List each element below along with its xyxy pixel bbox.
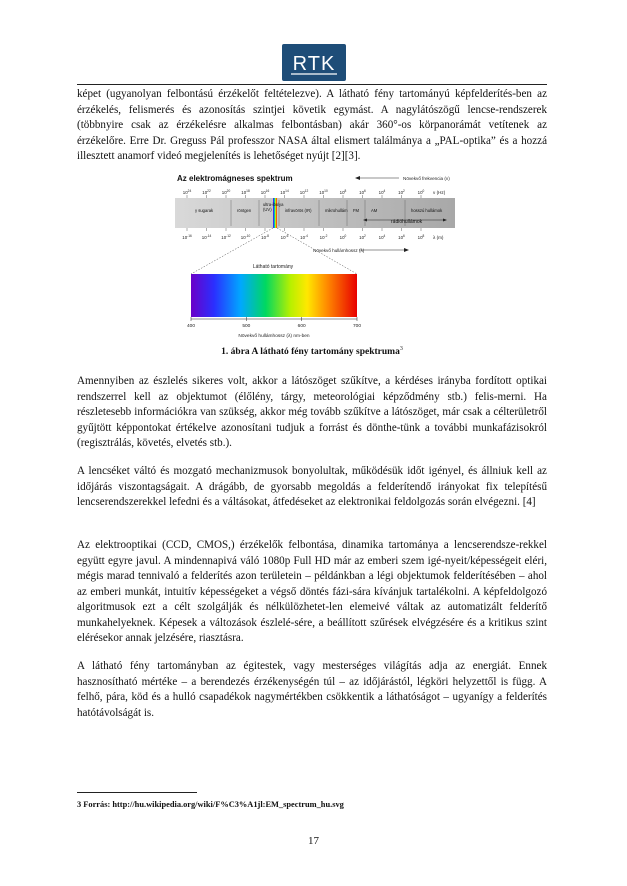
rtk-logo [282,44,346,81]
freq-tick-label: $10^4$ [378,189,386,195]
wave-unit: λ (m) [433,235,444,240]
wave-tick-label: $10^4$ [378,234,386,240]
logo-text: RTK [292,53,336,75]
nm-tick-label: 600 [297,324,306,329]
band-label: γ sugarak [195,208,214,213]
freq-tick-label: $10^{16}$ [260,189,270,195]
freq-tick-label: $10^{22}$ [202,189,211,195]
nm-tick-label: 500 [242,324,251,329]
nm-axis-label: Növekvő hullámhossz (λ) nm-ben [238,334,310,339]
freq-tick-label: $10^0$ [417,189,425,195]
page-number: 17 [308,835,319,847]
paragraph-4: Az elektrooptikai (CCD, CMOS,) érzékelők felbontása, dinamika tartománya a lencserendsze-rekkel együtt egyre javul. A mindennapivá váló 1080p Full HD már az emberi szem igé-nyeit/képességeit eléri, mégis marad tennivaló a felderítés azon területein – példánkban a légi objektumok felderítésében – ahol az emberi munkát, intuitív képességeket a végső döntés fázi-sára kívánjuk tartalékolni. A képfeldolgozó algoritmusok ezt a célt szolgálják és nélkülözhetet-len elemeivé váltak az automatizált felderítő munkahelyeknek. Képesek a változások észlelé-sére, a beállított szűrések elvégzésére és a kritikus szint elérésekor annak jelzésére, riasztásra. [77,539,547,644]
band-label: röntgen [237,208,252,213]
wave-tick-label: $10^{-8}$ [261,234,269,240]
wave-arrow-label: Növekvő hullámhossz (λ) [313,248,365,253]
nm-tick-label: 400 [186,324,196,329]
wave-tick-label: $10^8$ [417,234,425,240]
spectrum-figure [175,172,455,340]
figure-title: Az elektromágneses spektrum [177,174,293,183]
wave-tick-label: $10^6$ [398,234,405,240]
wave-tick-label: $10^{-6}$ [280,234,289,240]
freq-tick-label: $10^{20}$ [221,189,231,195]
paragraph-1: képet (ugyanolyan felbontású érzékelőt feltételezve). A látható fény tartományú képfelderítés-ben az érzékelés, felismerés és azonosítás szintjei követik egymást. A nagylátószögű lencse-rendszerek (többnyire csak az érzékelésre alkalmas felbontásban) akár 360°-os körpanorámát vetítenek az érzékelőre. Erre Dr. Greguss Pál professzor NASA által elismert találmánya a „PAL-optika” és a hozzá illesztett anamorf videó megjelenítés is lehetőséget nyújt [2][3]. [77,88,547,162]
band-label: ultra-ibolya (UV) [263,202,284,212]
nm-tick-label: 700 [352,324,362,329]
wave-tick-label: $10^{-16}$ [182,234,192,240]
wave-tick-label: $10^{-12}$ [221,234,231,240]
freq-tick-label: $10^{18}$ [241,189,250,195]
paragraph-3: A lencséket váltó és mozgató mechanizmusok bonyolultak, működésük időt igényel, és állniuk kell az időjárás viszontagságait. A drágább, de gyorsabb megoldás a felderítendő irányokat fix telepítésű lencserendszerekkel lefedni és a váltásokat, átfedéseket az elektronikai feldolgozás során elvégezni. [4] [77,465,547,508]
band-label: hosszú hullámok [411,208,443,213]
wave-tick-label: $10^{-2}$ [319,234,328,240]
paragraph-2: Amennyiben az észlelés sikeres volt, akkor a látószöget szűkítve, a kérdéses irányba fordított optikai rendszerrel kell az objektumot (élőlény, tárgy, meteorológiai képződmény stb.) felis-merni. Ha részletesebb információkra van szükség, akkor még tovább szűkítve a látószöget, már csak a célterületről gyűjtött képpontokat értékelve azonosítani tudjuk a forrást és dönthe-tünk a további munkafázisokról (regisztrálás, követés, elvetés stb.). [77,375,547,449]
freq-arrow-label: Növekvő frekvencia (ν) [403,176,450,181]
visible-range-label: Látható tartomány [252,264,294,270]
wave-tick-label: $10^{-10}$ [240,234,251,240]
freq-tick-label: $10^{24}$ [182,189,192,195]
band-label: AM [371,208,378,213]
freq-tick-label: $10^8$ [339,189,347,195]
freq-tick-label: $10^6$ [359,189,366,195]
band-label: FM [353,208,360,213]
freq-unit: ν (Hz) [433,190,446,195]
footnote: 3 Forrás: http://hu.wikipedia.org/wiki/F%C3%A1jl:EM_spectrum_hu.svg [77,800,344,809]
radio-waves-label: rádióhullámok [391,219,423,225]
freq-tick-label: $10^{10}$ [319,189,328,195]
header-rule [77,84,547,85]
paragraph-5: A látható fény tartományban az égitestek, vagy mesterséges világítás adja az energiát. Ennek hasznosítható mértéke – a berendezés érzékenységén túl – az időjárástól, légköri helyzettől is függ. A felhő, pára, köd és a hulló csapadékok nagymértékben csökkentik a láthatóságot – ugyanígy a felderítés hatótávolságát is. [77,660,547,719]
visible-spectrum-band [191,274,357,317]
freq-tick-label: $10^{14}$ [280,189,289,195]
caption-footnote-ref: 3 [399,346,403,352]
wave-tick-label: $10^{-14}$ [201,234,212,240]
band-label: infravörös (IR) [285,208,312,213]
freq-tick-label: $10^2$ [398,189,405,195]
freq-tick-label: $10^{12}$ [299,189,309,195]
footnote-rule [77,792,197,793]
band-label: mikrohullám [325,208,348,213]
caption-text: 1. ábra A látható fény tartomány spektruma [221,347,400,358]
wave-tick-label: $10^2$ [359,234,366,240]
figure-caption [77,346,547,357]
wave-tick-label: $10^{-4}$ [300,234,308,240]
wave-tick-label: $10^0$ [339,234,347,240]
